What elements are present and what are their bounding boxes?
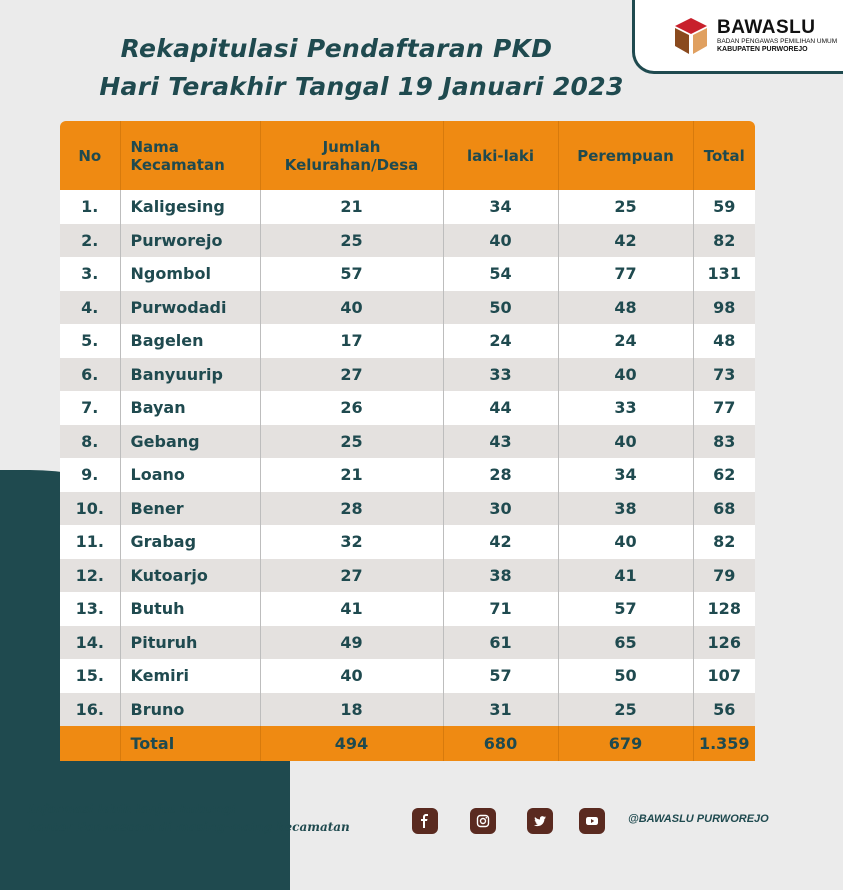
footer-info-line2: kantor Panwascam di masing-maing kecamatan xyxy=(28,820,350,834)
cell-total: 59 xyxy=(693,190,755,224)
page-title xyxy=(0,30,843,106)
cell-perempuan: 34 xyxy=(558,458,693,492)
cell-laki: 24 xyxy=(443,324,558,358)
cell-perempuan: 40 xyxy=(558,425,693,459)
header-kecamatan xyxy=(120,121,260,190)
twitter-icon[interactable] xyxy=(527,808,553,834)
cell-kecamatan: Bayan xyxy=(120,391,260,425)
cell-laki: 33 xyxy=(443,358,558,392)
cell-perempuan: 25 xyxy=(558,190,693,224)
cell-total: 131 xyxy=(693,257,755,291)
table-row xyxy=(60,425,755,459)
logo-name: BAWASLU xyxy=(717,16,816,38)
cell-no: 3. xyxy=(60,257,120,291)
table-row xyxy=(60,358,755,392)
logo-region: KABUPATEN PURWOREJO xyxy=(717,45,808,53)
header-no: No xyxy=(60,121,120,190)
cell-kecamatan: Grabag xyxy=(120,525,260,559)
total-label: Total xyxy=(120,726,260,761)
cell-total: 98 xyxy=(693,291,755,325)
youtube-icon[interactable] xyxy=(579,808,605,834)
cell-no: 10. xyxy=(60,492,120,526)
cell-laki: 30 xyxy=(443,492,558,526)
cell-perempuan: 40 xyxy=(558,525,693,559)
total-jumlah: 494 xyxy=(260,726,443,761)
table-row xyxy=(60,291,755,325)
cell-perempuan: 48 xyxy=(558,291,693,325)
table-header-row xyxy=(60,121,755,190)
cell-total: 73 xyxy=(693,358,755,392)
cell-kecamatan: Bener xyxy=(120,492,260,526)
cell-laki: 40 xyxy=(443,224,558,258)
table-row xyxy=(60,626,755,660)
cell-perempuan: 41 xyxy=(558,559,693,593)
cell-kecamatan: Kaligesing xyxy=(120,190,260,224)
cell-total: 56 xyxy=(693,693,755,727)
header-kecamatan-line1: Nama xyxy=(130,137,179,156)
cell-jumlah: 28 xyxy=(260,492,443,526)
title-line-2: Hari Terakhir Tangal 19 Januari 2023 xyxy=(99,72,624,101)
header-jumlah-line2: Kelurahan/Desa xyxy=(284,155,419,174)
instagram-icon[interactable] xyxy=(470,808,496,834)
table-row xyxy=(60,190,755,224)
cell-perempuan: 65 xyxy=(558,626,693,660)
cell-no: 2. xyxy=(60,224,120,258)
cell-jumlah: 49 xyxy=(260,626,443,660)
cell-perempuan: 33 xyxy=(558,391,693,425)
cell-laki: 54 xyxy=(443,257,558,291)
cell-jumlah: 32 xyxy=(260,525,443,559)
cell-jumlah: 26 xyxy=(260,391,443,425)
header-jumlah xyxy=(260,121,443,190)
cell-laki: 43 xyxy=(443,425,558,459)
total-total: 1.359 xyxy=(693,726,755,761)
table-row xyxy=(60,693,755,727)
table-row xyxy=(60,257,755,291)
cell-total: 48 xyxy=(693,324,755,358)
cell-laki: 61 xyxy=(443,626,558,660)
cell-jumlah: 25 xyxy=(260,224,443,258)
cell-no: 8. xyxy=(60,425,120,459)
footer-info xyxy=(28,800,350,836)
cell-perempuan: 38 xyxy=(558,492,693,526)
logo-subtitle: BADAN PENGAWAS PEMILIHAN UMUM xyxy=(717,37,838,45)
header-jumlah-line1: Jumlah xyxy=(322,137,381,156)
facebook-icon[interactable] xyxy=(412,808,438,834)
cell-perempuan: 57 xyxy=(558,592,693,626)
table-row xyxy=(60,324,755,358)
header-total: Total xyxy=(693,121,755,190)
cell-kecamatan: Kutoarjo xyxy=(120,559,260,593)
cell-no: 13. xyxy=(60,592,120,626)
cell-no: 12. xyxy=(60,559,120,593)
cell-perempuan: 50 xyxy=(558,659,693,693)
cell-jumlah: 27 xyxy=(260,559,443,593)
cell-total: 68 xyxy=(693,492,755,526)
recap-table xyxy=(60,121,755,761)
cell-no: 4. xyxy=(60,291,120,325)
cell-no: 1. xyxy=(60,190,120,224)
cell-no: 14. xyxy=(60,626,120,660)
cell-laki: 57 xyxy=(443,659,558,693)
cell-laki: 34 xyxy=(443,190,558,224)
cell-no: 15. xyxy=(60,659,120,693)
cell-no: 5. xyxy=(60,324,120,358)
table-row xyxy=(60,224,755,258)
cell-laki: 44 xyxy=(443,391,558,425)
cell-total: 82 xyxy=(693,224,755,258)
cell-kecamatan: Purwodadi xyxy=(120,291,260,325)
total-laki: 680 xyxy=(443,726,558,761)
cell-kecamatan: Butuh xyxy=(120,592,260,626)
cell-laki: 38 xyxy=(443,559,558,593)
cell-perempuan: 42 xyxy=(558,224,693,258)
cell-laki: 50 xyxy=(443,291,558,325)
table-row xyxy=(60,592,755,626)
cell-no: 9. xyxy=(60,458,120,492)
cell-no: 6. xyxy=(60,358,120,392)
cell-jumlah: 40 xyxy=(260,291,443,325)
table-row xyxy=(60,525,755,559)
cell-kecamatan: Gebang xyxy=(120,425,260,459)
cell-total: 107 xyxy=(693,659,755,693)
social-handle: @BAWASLU PURWOREJO xyxy=(628,813,769,825)
total-perempuan: 679 xyxy=(558,726,693,761)
cell-total: 82 xyxy=(693,525,755,559)
cell-total: 126 xyxy=(693,626,755,660)
total-no xyxy=(60,726,120,761)
cell-kecamatan: Ngombol xyxy=(120,257,260,291)
cell-perempuan: 25 xyxy=(558,693,693,727)
table-total-row xyxy=(60,726,755,761)
cell-kecamatan: Kemiri xyxy=(120,659,260,693)
table-row xyxy=(60,492,755,526)
cell-jumlah: 21 xyxy=(260,458,443,492)
table-row xyxy=(60,458,755,492)
cell-no: 11. xyxy=(60,525,120,559)
cell-perempuan: 77 xyxy=(558,257,693,291)
cell-kecamatan: Loano xyxy=(120,458,260,492)
table-row xyxy=(60,559,755,593)
table-row xyxy=(60,391,755,425)
cell-laki: 28 xyxy=(443,458,558,492)
cell-jumlah: 21 xyxy=(260,190,443,224)
cell-laki: 31 xyxy=(443,693,558,727)
cell-kecamatan: Bruno xyxy=(120,693,260,727)
cell-kecamatan: Purworejo xyxy=(120,224,260,258)
cell-jumlah: 41 xyxy=(260,592,443,626)
cell-no: 16. xyxy=(60,693,120,727)
cell-perempuan: 40 xyxy=(558,358,693,392)
header-perempuan: Perempuan xyxy=(558,121,693,190)
title-line-1: Rekapitulasi Pendaftaran PKD xyxy=(120,34,553,63)
cell-total: 83 xyxy=(693,425,755,459)
header-kecamatan-line2: Kecamatan xyxy=(130,155,225,174)
cell-jumlah: 18 xyxy=(260,693,443,727)
cell-perempuan: 24 xyxy=(558,324,693,358)
cell-kecamatan: Bagelen xyxy=(120,324,260,358)
cell-jumlah: 57 xyxy=(260,257,443,291)
cell-total: 62 xyxy=(693,458,755,492)
cell-jumlah: 17 xyxy=(260,324,443,358)
footer-info-line1: Informasi lebih lanjut hubungi xyxy=(28,802,236,816)
cell-total: 79 xyxy=(693,559,755,593)
cell-total: 128 xyxy=(693,592,755,626)
cell-jumlah: 27 xyxy=(260,358,443,392)
cell-jumlah: 25 xyxy=(260,425,443,459)
cell-no: 7. xyxy=(60,391,120,425)
header-laki: laki-laki xyxy=(443,121,558,190)
table-row xyxy=(60,659,755,693)
cell-laki: 42 xyxy=(443,525,558,559)
cell-kecamatan: Banyuurip xyxy=(120,358,260,392)
cell-jumlah: 40 xyxy=(260,659,443,693)
cell-laki: 71 xyxy=(443,592,558,626)
cell-kecamatan: Pituruh xyxy=(120,626,260,660)
cell-total: 77 xyxy=(693,391,755,425)
